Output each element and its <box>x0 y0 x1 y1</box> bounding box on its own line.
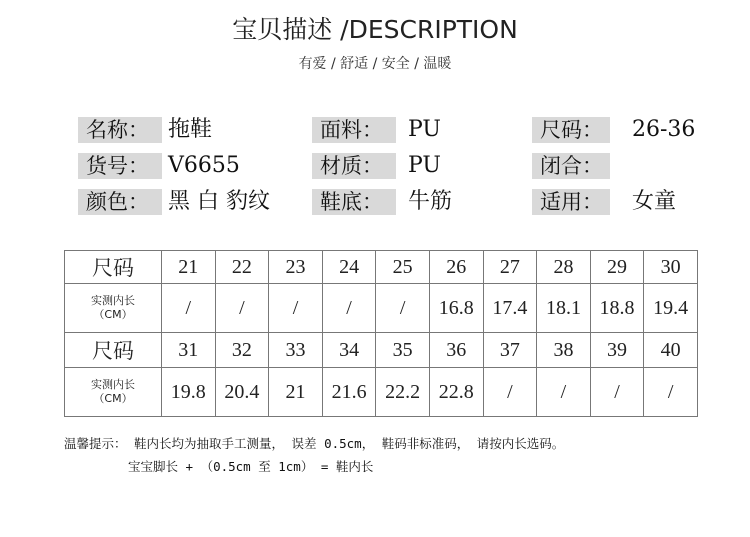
length-cell: / <box>590 368 644 417</box>
length-label-line2: （CM） <box>93 392 133 405</box>
page-subtitle: 有爱 / 舒适 / 安全 / 温暖 <box>298 56 452 72</box>
length-label-line2: （CM） <box>93 308 133 321</box>
spec-label-item-no: 货号： <box>78 153 162 179</box>
length-cell: 22.8 <box>429 368 483 417</box>
spec-value-suitable: 女童 <box>632 189 677 214</box>
spec-value-name: 拖鞋 <box>168 117 213 142</box>
size-cell: 39 <box>590 333 644 368</box>
size-cell: 30 <box>644 251 698 284</box>
spec-value-sole: 牛筋 <box>408 189 453 214</box>
length-cell: 22.2 <box>376 368 430 417</box>
size-cell: 23 <box>269 251 323 284</box>
size-cell: 24 <box>322 251 376 284</box>
size-row-header: 尺码 <box>65 251 162 284</box>
length-label-line1: 实测内长 <box>91 294 135 307</box>
size-cell: 35 <box>376 333 430 368</box>
size-table <box>64 250 698 417</box>
spec-row <box>0 187 750 217</box>
spec-label-name: 名称： <box>78 117 162 143</box>
size-cell: 29 <box>590 251 644 284</box>
length-cell: / <box>269 284 323 333</box>
length-cell: 18.1 <box>537 284 591 333</box>
length-row-header <box>65 284 162 333</box>
table-row <box>65 333 698 368</box>
foot-length-note: 宝宝脚长 + （0.5cm 至 1cm） = 鞋内长 <box>128 459 374 474</box>
length-label-line1: 实测内长 <box>91 378 135 391</box>
spec-label-suitable: 适用： <box>532 189 610 215</box>
size-cell: 31 <box>162 333 216 368</box>
length-cell: 21.6 <box>322 368 376 417</box>
length-cell: 21 <box>269 368 323 417</box>
length-cell: / <box>322 284 376 333</box>
length-cell: 19.4 <box>644 284 698 333</box>
size-row-header: 尺码 <box>65 333 162 368</box>
spec-label-fabric: 面料： <box>312 117 396 143</box>
length-cell: / <box>162 284 216 333</box>
size-cell: 27 <box>483 251 537 284</box>
size-cell: 22 <box>215 251 269 284</box>
length-cell: / <box>376 284 430 333</box>
spec-label-color: 颜色： <box>78 189 162 215</box>
length-cell: / <box>537 368 591 417</box>
length-cell: 17.4 <box>483 284 537 333</box>
tip-note: 温馨提示： 鞋内长均为抽取手工测量， 误差 0.5cm， 鞋码非标准码， 请按内长选码。 <box>64 436 565 451</box>
size-cell: 26 <box>429 251 483 284</box>
table-row <box>65 284 698 333</box>
size-cell: 21 <box>162 251 216 284</box>
spec-value-size: 26-36 <box>632 117 696 142</box>
page-title: 宝贝描述 /DESCRIPTION <box>232 15 518 44</box>
size-cell: 37 <box>483 333 537 368</box>
size-cell: 36 <box>429 333 483 368</box>
size-cell: 33 <box>269 333 323 368</box>
length-cell: / <box>644 368 698 417</box>
length-cell: 16.8 <box>429 284 483 333</box>
spec-row <box>0 151 750 181</box>
length-cell: 18.8 <box>590 284 644 333</box>
size-cell: 25 <box>376 251 430 284</box>
length-cell: / <box>483 368 537 417</box>
spec-label-closure: 闭合： <box>532 153 610 179</box>
length-cell: 19.8 <box>162 368 216 417</box>
spec-row <box>0 115 750 145</box>
spec-value-material: PU <box>408 153 441 178</box>
size-cell: 32 <box>215 333 269 368</box>
length-cell: / <box>215 284 269 333</box>
spec-label-size: 尺码： <box>532 117 610 143</box>
spec-value-color: 黑 白 豹纹 <box>168 189 270 214</box>
length-cell: 20.4 <box>215 368 269 417</box>
size-cell: 28 <box>537 251 591 284</box>
spec-value-item-no: V6655 <box>168 153 240 178</box>
spec-value-fabric: PU <box>408 117 441 142</box>
size-cell: 38 <box>537 333 591 368</box>
size-cell: 34 <box>322 333 376 368</box>
spec-label-sole: 鞋底： <box>312 189 396 215</box>
size-cell: 40 <box>644 333 698 368</box>
length-row-header <box>65 368 162 417</box>
table-row <box>65 251 698 284</box>
table-row <box>65 368 698 417</box>
spec-label-material: 材质： <box>312 153 396 179</box>
